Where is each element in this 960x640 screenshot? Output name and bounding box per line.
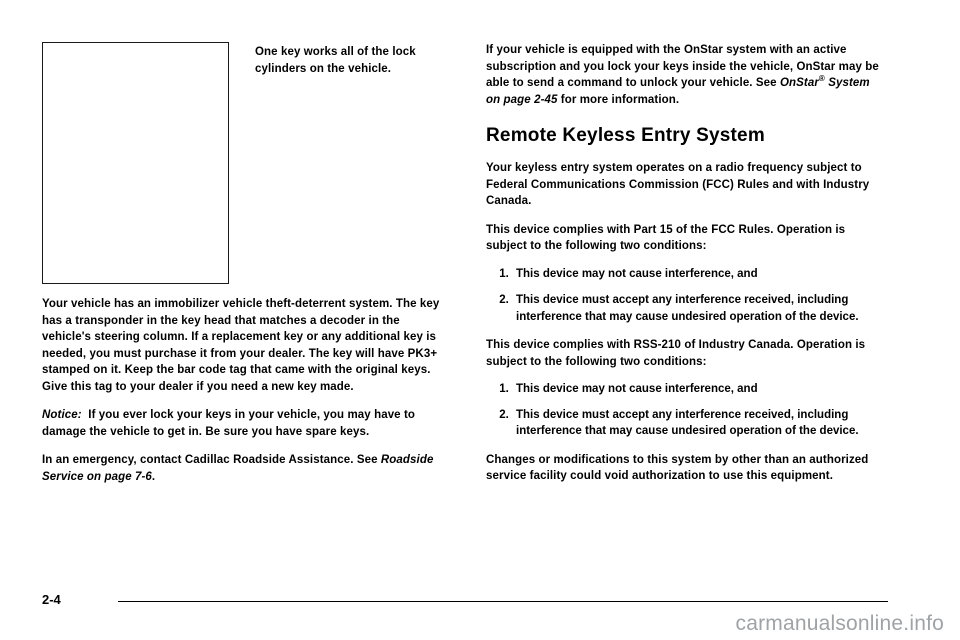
figure-caption: One key works all of the lock cylinders on the vehicle. — [255, 46, 416, 75]
industry-canada-paragraph: This device complies with RSS-210 of Industry Canada. Operation is subject to the following two conditions: — [486, 339, 866, 368]
left-column-body — [42, 296, 442, 497]
onstar-reference-page: System on page 2-45 — [486, 77, 870, 106]
emergency-text: In an emergency, contact Cadillac Roadside Assistance. See — [42, 454, 381, 466]
modifications-paragraph: Changes or modifications to this system by other than an authorized service facility could void authorization to use this equipment. — [486, 453, 869, 482]
list-item: 1. This device may not cause interference, and — [512, 266, 886, 283]
emergency-paragraph — [42, 452, 442, 485]
section-heading: Remote Keyless Entry System — [486, 125, 765, 146]
onstar-paragraph — [486, 42, 886, 108]
footer-divider — [118, 601, 888, 602]
onstar-text-before: If your vehicle is equipped with the OnStar system with an active subscription and you lock your keys inside the vehicle, OnStar may be able to send a command to unlock your vehicle. See — [486, 44, 879, 89]
watermark: carmanualsonline.info — [735, 612, 944, 635]
roadside-service-reference: Roadside Service on page 7-6 — [42, 454, 434, 483]
page-number: 2-4 — [42, 592, 61, 607]
keyless-entry-paragraph: Your keyless entry system operates on a radio frequency subject to Federal Communications Commission (FCC) Rules and with Industry Canada. — [486, 162, 870, 207]
notice-text: If you ever lock your keys in your vehicle, you may have to damage the vehicle to get in. Be sure you have spare keys. — [42, 409, 416, 438]
list-item: 2. This device must accept any interference received, including interference that may cause undesired operation of the device. — [512, 292, 886, 325]
fcc-conditions-list — [486, 266, 886, 326]
immobilizer-paragraph: Your vehicle has an immobilizer vehicle theft-deterrent system. The key has a transponder in the key head that matches a decoder in the vehicle's steering column. If a replacement key or any additional key is needed, you must purchase it from your dealer. The key will have PK3+ stamped on it. Keep the bar code tag that came with the original keys. Give this tag to your dealer if you need a new key made. — [42, 298, 440, 393]
key-lock-illustration — [42, 42, 229, 284]
onstar-reference-name: OnStar — [779, 77, 819, 89]
figure-caption-block — [255, 44, 430, 89]
industry-canada-conditions-list — [486, 381, 886, 440]
onstar-text-after: for more information. — [557, 93, 680, 106]
right-column — [486, 42, 886, 497]
emergency-end: . — [151, 470, 156, 483]
notice-paragraph — [42, 407, 442, 440]
list-item: 1. This device may not cause interference, and — [512, 381, 886, 398]
list-item: 2. This device must accept any interference received, including interference that may cause undesired operation of the device. — [512, 407, 886, 440]
notice-label: Notice: — [42, 409, 82, 421]
fcc-compliance-paragraph: This device complies with Part 15 of the FCC Rules. Operation is subject to the following two conditions: — [486, 223, 846, 252]
registered-trademark-icon: ® — [818, 74, 825, 84]
